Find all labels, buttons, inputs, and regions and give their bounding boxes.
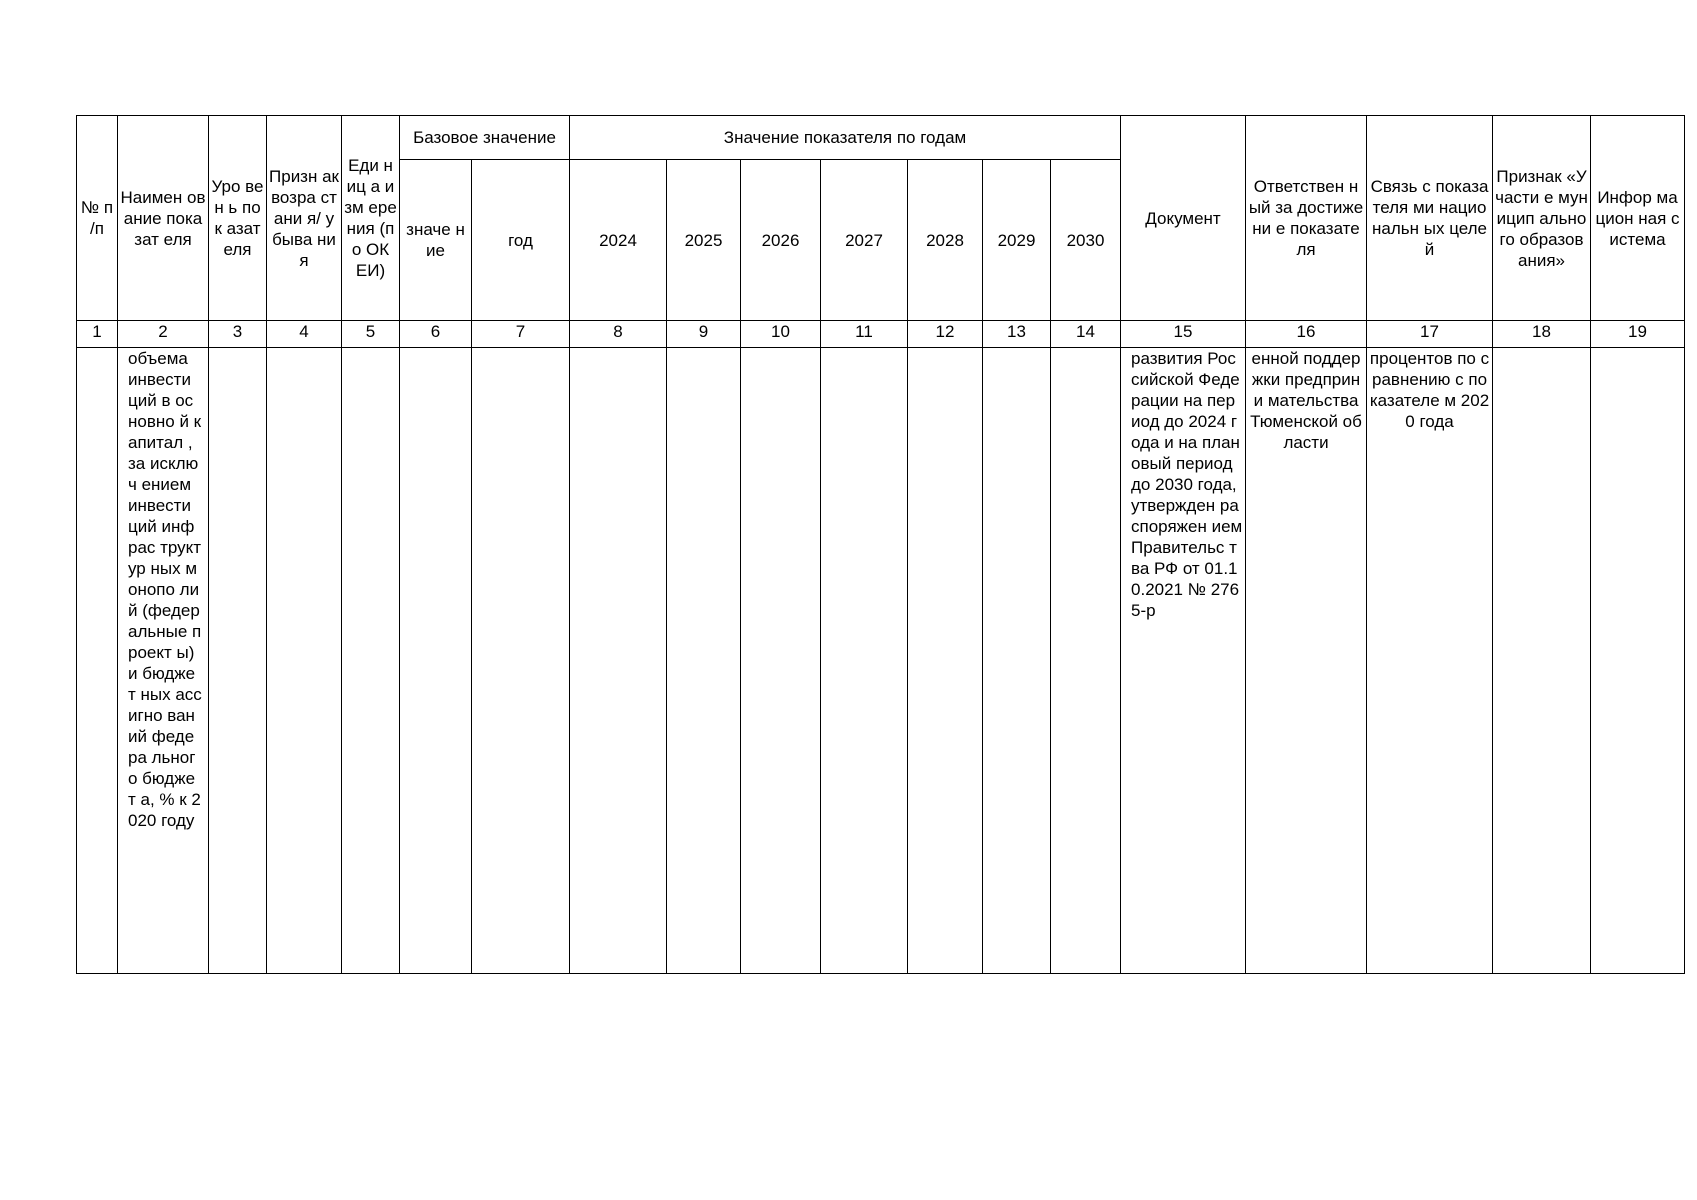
header-year-2027: 2027	[821, 160, 908, 321]
cell-link: процентов по сравнению с показателе м 2020 года	[1367, 348, 1493, 974]
cell-infosystem	[1591, 348, 1685, 974]
cell-level	[209, 348, 267, 974]
header-document: Документ	[1121, 116, 1246, 321]
cell-year-2025	[667, 348, 741, 974]
column-number: 10	[741, 321, 821, 348]
cell-responsible: енной поддержки предприни мательства Тюменской области	[1246, 348, 1367, 974]
column-number: 4	[267, 321, 342, 348]
column-number: 6	[400, 321, 472, 348]
cell-indicator-name: объема инвести ций в основно й капитал , за исключ ением инвести ций инфрас труктур ных монопо лий (федер альные проект ы) и бюджет ных ассигно ваний федера льного бюджет а, % к 2020 году	[118, 348, 209, 974]
cell-document: развития Российской Федерации на период до 2024 года и на плановый период до 2030 года, утвержден распоряжен ием Правительс тва РФ от 01.10.2021 № 2765-р	[1121, 348, 1246, 974]
header-municipal: Признак «Участи е муницип ального образов ания»	[1493, 116, 1591, 321]
column-number: 15	[1121, 321, 1246, 348]
header-year-2025: 2025	[667, 160, 741, 321]
header-years-group: Значение показателя по годам	[570, 116, 1121, 160]
cell-base-year	[472, 348, 570, 974]
cell-base-value	[400, 348, 472, 974]
header-num: № п /п	[77, 116, 118, 321]
cell-year-2030	[1051, 348, 1121, 974]
table-row	[77, 348, 1685, 974]
header-sign: Призн ак возра стани я/ убыва ния	[267, 116, 342, 321]
header-infosystem: Инфор мацион ная система	[1591, 116, 1685, 321]
header-responsible: Ответствен ный за достижени е показателя	[1246, 116, 1367, 321]
column-number: 13	[983, 321, 1051, 348]
cell-year-2028	[908, 348, 983, 974]
column-number: 8	[570, 321, 667, 348]
column-number: 7	[472, 321, 570, 348]
column-number: 9	[667, 321, 741, 348]
column-number: 3	[209, 321, 267, 348]
column-number: 19	[1591, 321, 1685, 348]
header-base-value: значе ние	[400, 160, 472, 321]
column-number-row	[77, 321, 1685, 348]
column-number: 5	[342, 321, 400, 348]
header-unit: Еди ниц а изм ере ния (по ОК ЕИ)	[342, 116, 400, 321]
header-link: Связь с показателя ми национальн ых целей	[1367, 116, 1493, 321]
cell-unit	[342, 348, 400, 974]
header-base-year: год	[472, 160, 570, 321]
cell-year-2027	[821, 348, 908, 974]
header-year-2024: 2024	[570, 160, 667, 321]
cell-municipal	[1493, 348, 1591, 974]
cell-year-2024	[570, 348, 667, 974]
column-number: 1	[77, 321, 118, 348]
column-number: 16	[1246, 321, 1367, 348]
cell-year-2029	[983, 348, 1051, 974]
column-number: 18	[1493, 321, 1591, 348]
header-name: Наимен ование показат еля	[118, 116, 209, 321]
cell-year-2026	[741, 348, 821, 974]
header-year-2026: 2026	[741, 160, 821, 321]
header-base-group: Базовое значение	[400, 116, 570, 160]
header-level: Уро вен ь пок азат еля	[209, 116, 267, 321]
column-number: 17	[1367, 321, 1493, 348]
header-year-2028: 2028	[908, 160, 983, 321]
column-number: 11	[821, 321, 908, 348]
header-year-2029: 2029	[983, 160, 1051, 321]
column-number: 12	[908, 321, 983, 348]
header-row-top	[77, 116, 1685, 160]
column-number: 2	[118, 321, 209, 348]
indicator-table	[76, 115, 1685, 974]
cell-sign	[267, 348, 342, 974]
cell-num	[77, 348, 118, 974]
header-year-2030: 2030	[1051, 160, 1121, 321]
column-number: 14	[1051, 321, 1121, 348]
